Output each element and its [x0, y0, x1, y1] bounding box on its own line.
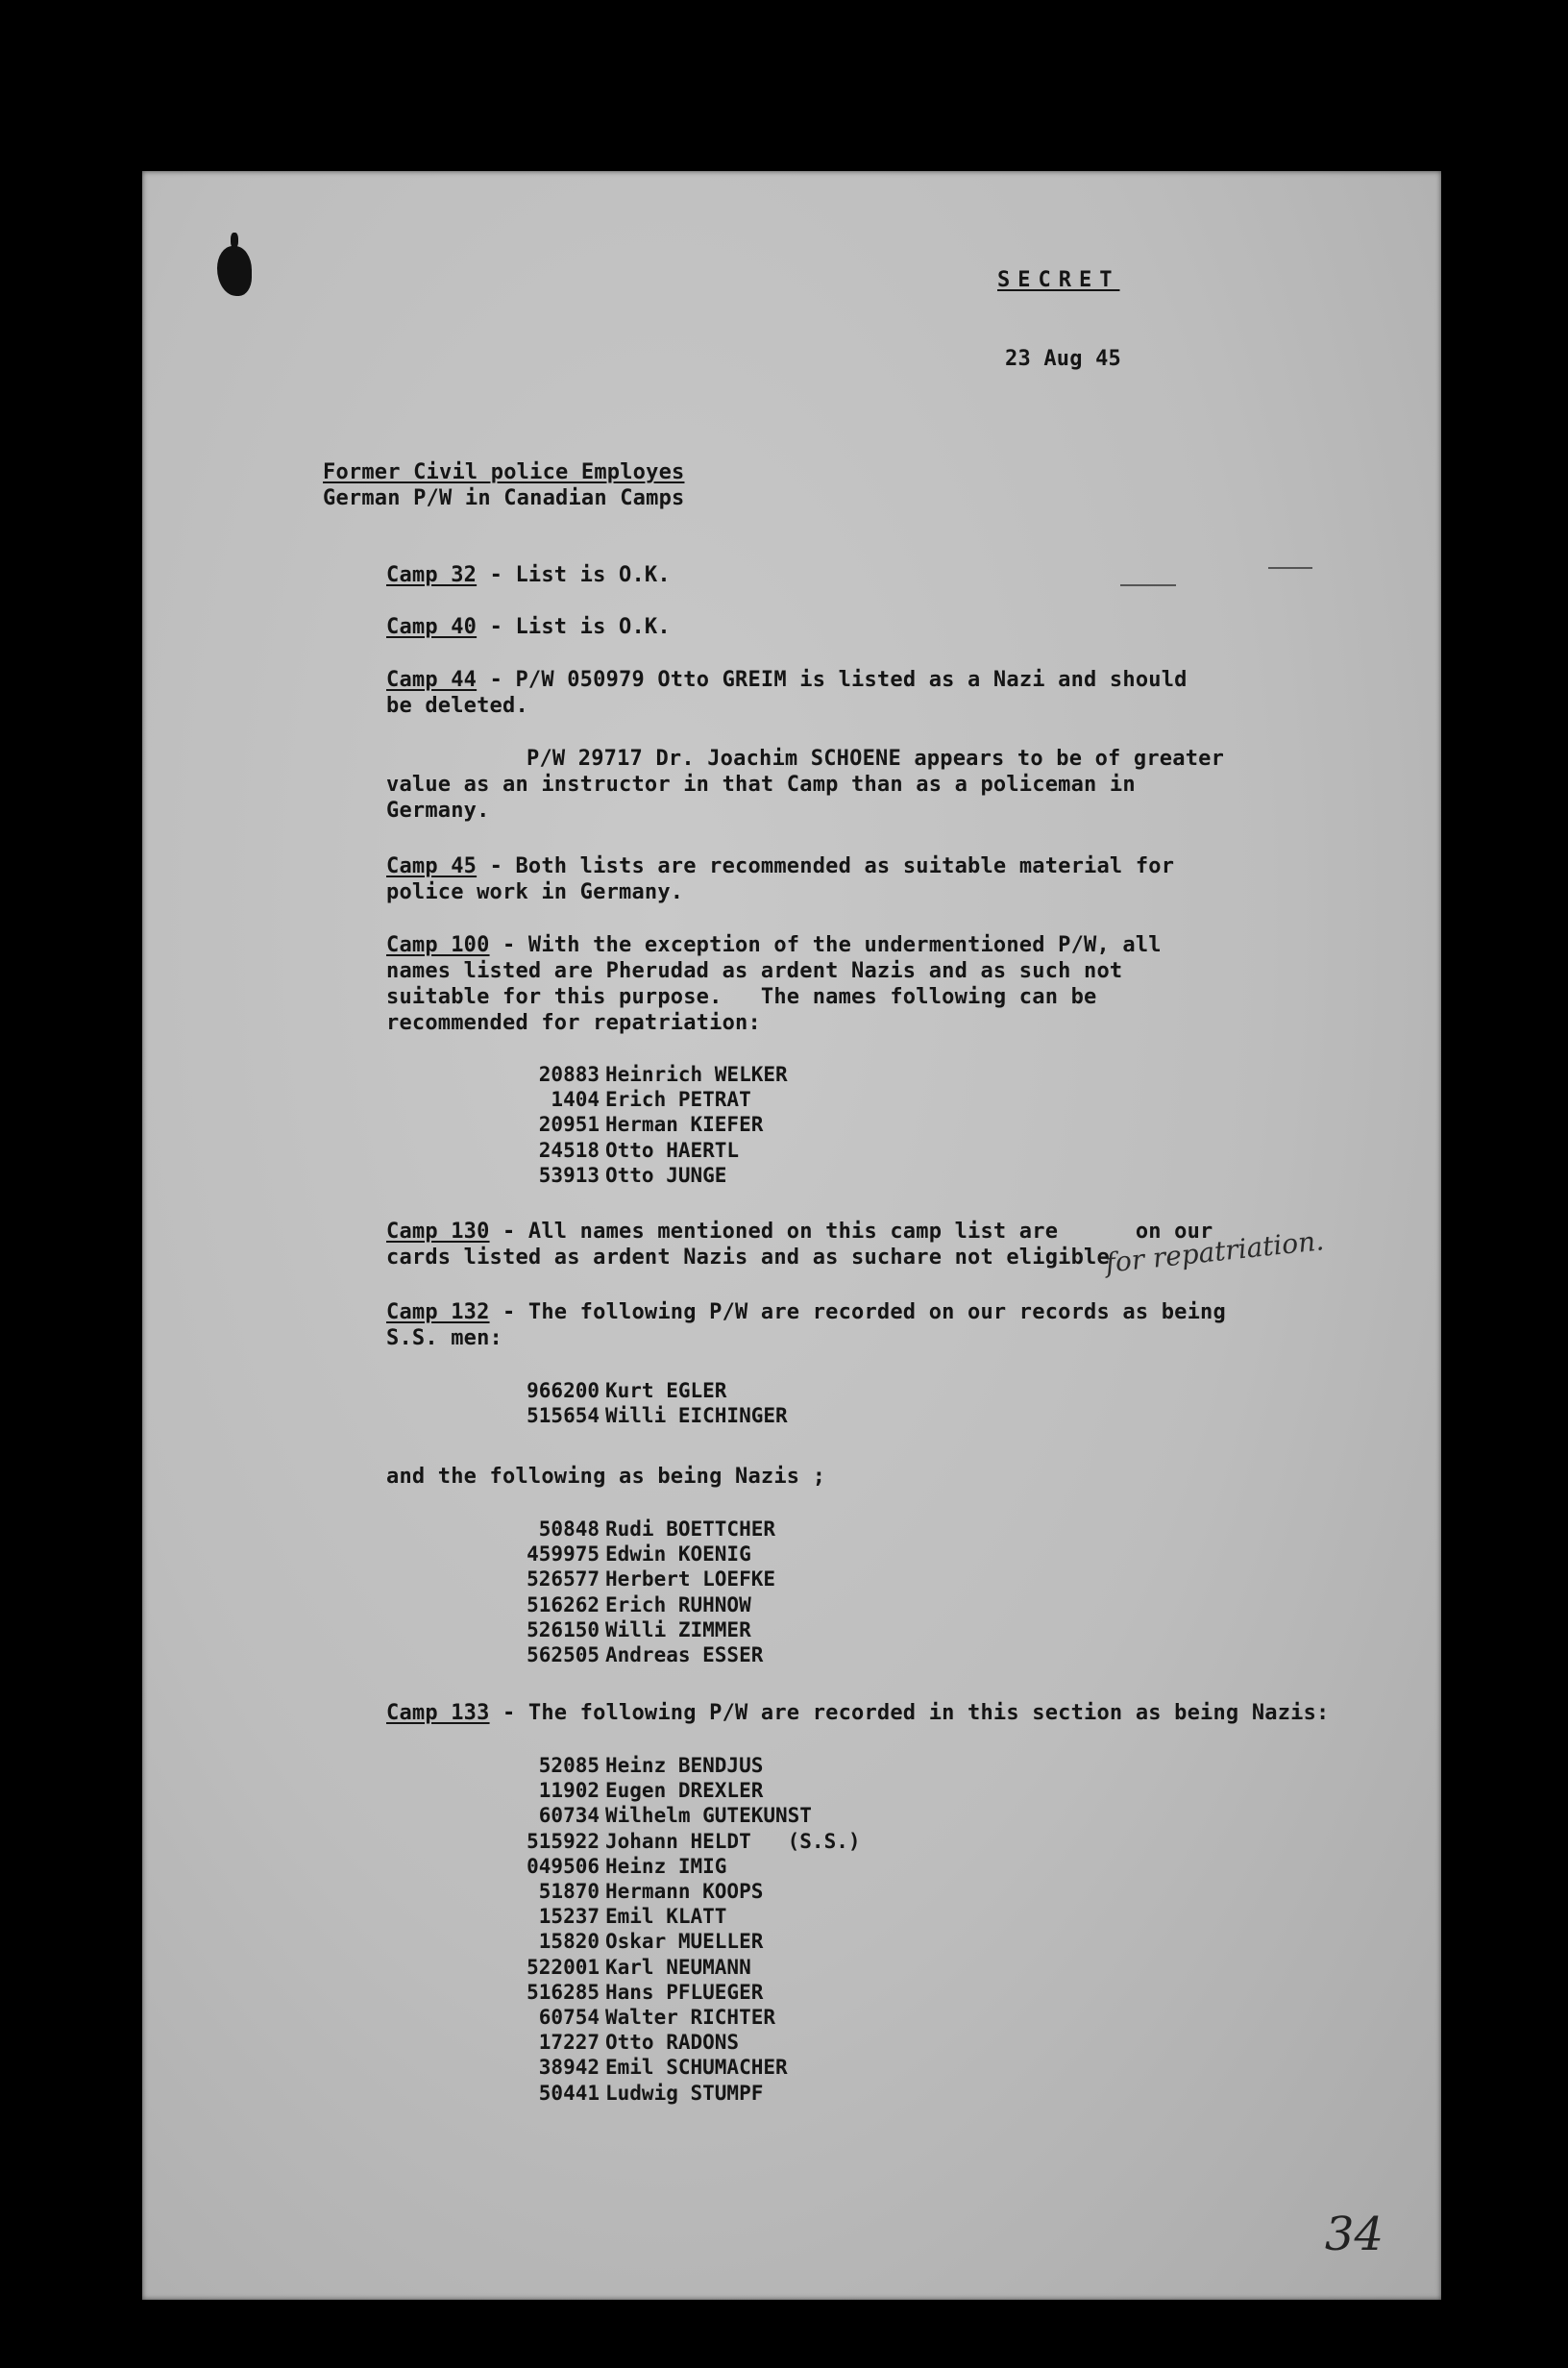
camp-132-line-1: Camp 132 - The following P/W are recorded on our records as being [386, 1300, 1226, 1324]
list-item [527, 1803, 861, 1828]
pw-number: 53913 [538, 1163, 600, 1187]
pw-name: Herbert LOEFKE [605, 1567, 776, 1591]
pw-name: Johann HELDT (S.S.) [605, 1829, 861, 1853]
page-number: 34 [1324, 2208, 1384, 2261]
list-item [527, 1087, 788, 1112]
pw-name: Herman KIEFER [605, 1113, 764, 1137]
list-item [527, 1617, 775, 1642]
pw-name: Walter RICHTER [605, 2006, 776, 2030]
camp-132-ss-list [527, 1378, 788, 1428]
camp-45-line-1: Camp 45 - Both lists are recommended as suitable material for [386, 854, 1175, 878]
pw-name: Heinrich WELKER [605, 1063, 788, 1086]
pw-name: Emil KLATT [605, 1905, 727, 1929]
camp-100-line-3: suitable for this purpose. The names following can be [386, 985, 1097, 1009]
pw-name: Rudi BOETTCHER [605, 1517, 776, 1541]
pw-number: 522001 [527, 1955, 600, 1979]
nazis-intro-line: and the following as being Nazis ; [386, 1465, 826, 1489]
camp-100-line-1: Camp 100 - With the exception of the undermentioned P/W, all [386, 933, 1162, 957]
pw-number: 15820 [538, 1930, 600, 1954]
camp-130-line-2: cards listed as ardent Nazis and as suchare not eligible [386, 1246, 1110, 1270]
pw-number: 15237 [538, 1905, 600, 1929]
camp-45-line-2: police work in Germany. [386, 880, 684, 904]
pw-number: 17227 [538, 2031, 600, 2055]
list-item [527, 1112, 788, 1137]
pw-name: Otto JUNGE [605, 1163, 727, 1187]
list-item [527, 1163, 788, 1188]
pw-name: Wilhelm GUTEKUNST [605, 1804, 812, 1828]
list-item [527, 2030, 861, 2055]
ink-blot-mark [217, 246, 252, 296]
list-item [527, 1566, 775, 1591]
list-item [527, 1062, 788, 1087]
pw-number: 52085 [538, 1754, 600, 1777]
schoene-line-2: value as an instructor in that Camp than as a policeman in [386, 773, 1136, 797]
list-item [527, 1980, 861, 2005]
camp-133-line-1: Camp 133 - The following P/W are recorded in this section as being Nazis: [386, 1701, 1330, 1725]
pw-number: 20951 [538, 1113, 600, 1137]
list-item [527, 1955, 861, 1980]
pw-number: 526150 [527, 1617, 600, 1641]
pw-name: Andreas ESSER [605, 1643, 764, 1667]
handwritten-annotation: for repatriation. [1103, 1224, 1326, 1279]
camp-132-nazi-list [527, 1517, 775, 1667]
camp-132-line-2: S.S. men: [386, 1326, 503, 1350]
schoene-line-1: P/W 29717 Dr. Joachim SCHOENE appears to be of greater [527, 747, 1225, 771]
pw-number: 51870 [538, 1880, 600, 1904]
camp-44-line-1: Camp 44 - P/W 050979 Otto GREIM is listed as a Nazi and should [386, 668, 1188, 692]
camp-130-line-1: Camp 130 - All names mentioned on this camp list are on our [386, 1220, 1213, 1244]
list-item [527, 1403, 788, 1428]
pw-number: 50848 [538, 1517, 600, 1541]
list-item [527, 1854, 861, 1879]
pw-number: 38942 [538, 2056, 600, 2080]
pw-name: Hans PFLUEGER [605, 1980, 764, 2004]
subject-line-2: German P/W in Canadian Camps [323, 486, 685, 510]
classification-stamp: SECRET [997, 268, 1120, 292]
list-item [527, 1642, 775, 1667]
list-item [527, 1542, 775, 1566]
subject-line-1: Former Civil police Employes [323, 460, 685, 484]
pw-name: Karl NEUMANN [605, 1955, 751, 1979]
list-item [527, 1778, 861, 1803]
pw-name: Willi ZIMMER [605, 1617, 751, 1641]
camp-44-line-2: be deleted. [386, 694, 528, 718]
pw-number: 515654 [527, 1404, 600, 1428]
list-item [527, 1904, 861, 1929]
pw-name: Kurt EGLER [605, 1379, 727, 1402]
pw-number: 20883 [538, 1063, 600, 1086]
pw-name: Hermann KOOPS [605, 1880, 764, 1904]
pw-name: Oskar MUELLER [605, 1930, 764, 1954]
pw-name: Erich RUHNOW [605, 1592, 751, 1616]
schoene-line-3: Germany. [386, 799, 490, 823]
camp-100-line-2: names listed are Pherudad as ardent Nazis and as such not [386, 959, 1123, 983]
pw-name: Ludwig STUMPF [605, 2081, 764, 2105]
camp-100-name-list [527, 1062, 788, 1188]
pw-name: Eugen DREXLER [605, 1779, 764, 1803]
pw-number: 516285 [527, 1980, 600, 2004]
document-date: 23 Aug 45 [1005, 347, 1122, 371]
pw-name: Emil SCHUMACHER [605, 2056, 788, 2080]
pw-number: 60754 [538, 2006, 600, 2030]
list-item [527, 1517, 775, 1542]
camp-133-name-list [527, 1753, 861, 2106]
pw-number: 049506 [527, 1854, 600, 1878]
pw-number: 1404 [551, 1088, 600, 1112]
list-item [527, 2055, 861, 2080]
list-item [527, 1138, 788, 1163]
pw-number: 516262 [527, 1592, 600, 1616]
camp-100-line-4: recommended for repatriation: [386, 1011, 761, 1035]
pw-number: 526577 [527, 1567, 600, 1591]
pw-name: Otto RADONS [605, 2031, 740, 2055]
list-item [527, 2005, 861, 2030]
pw-name: Heinz IMIG [605, 1854, 727, 1878]
stray-mark [1120, 584, 1176, 586]
camp-32-line: Camp 32 - List is O.K. [386, 563, 671, 587]
list-item [527, 1829, 861, 1854]
pw-number: 60734 [538, 1804, 600, 1828]
pw-name: Otto HAERTL [605, 1138, 740, 1162]
camp-40-line: Camp 40 - List is O.K. [386, 615, 671, 639]
list-item [527, 1753, 861, 1778]
pw-number: 11902 [538, 1779, 600, 1803]
pw-name: Willi EICHINGER [605, 1404, 788, 1428]
pw-number: 50441 [538, 2081, 600, 2105]
pw-name: Heinz BENDJUS [605, 1754, 764, 1777]
list-item [527, 1378, 788, 1403]
list-item [527, 1929, 861, 1954]
document-page [142, 171, 1441, 2300]
pw-number: 562505 [527, 1643, 600, 1667]
pw-number: 966200 [527, 1379, 600, 1402]
pw-number: 459975 [527, 1542, 600, 1566]
list-item [527, 1592, 775, 1617]
pw-name: Edwin KOENIG [605, 1542, 751, 1566]
list-item [527, 1879, 861, 1904]
pw-number: 515922 [527, 1829, 600, 1853]
list-item [527, 2081, 861, 2106]
pw-number: 24518 [538, 1138, 600, 1162]
stray-mark [1268, 567, 1312, 569]
pw-name: Erich PETRAT [605, 1088, 751, 1112]
